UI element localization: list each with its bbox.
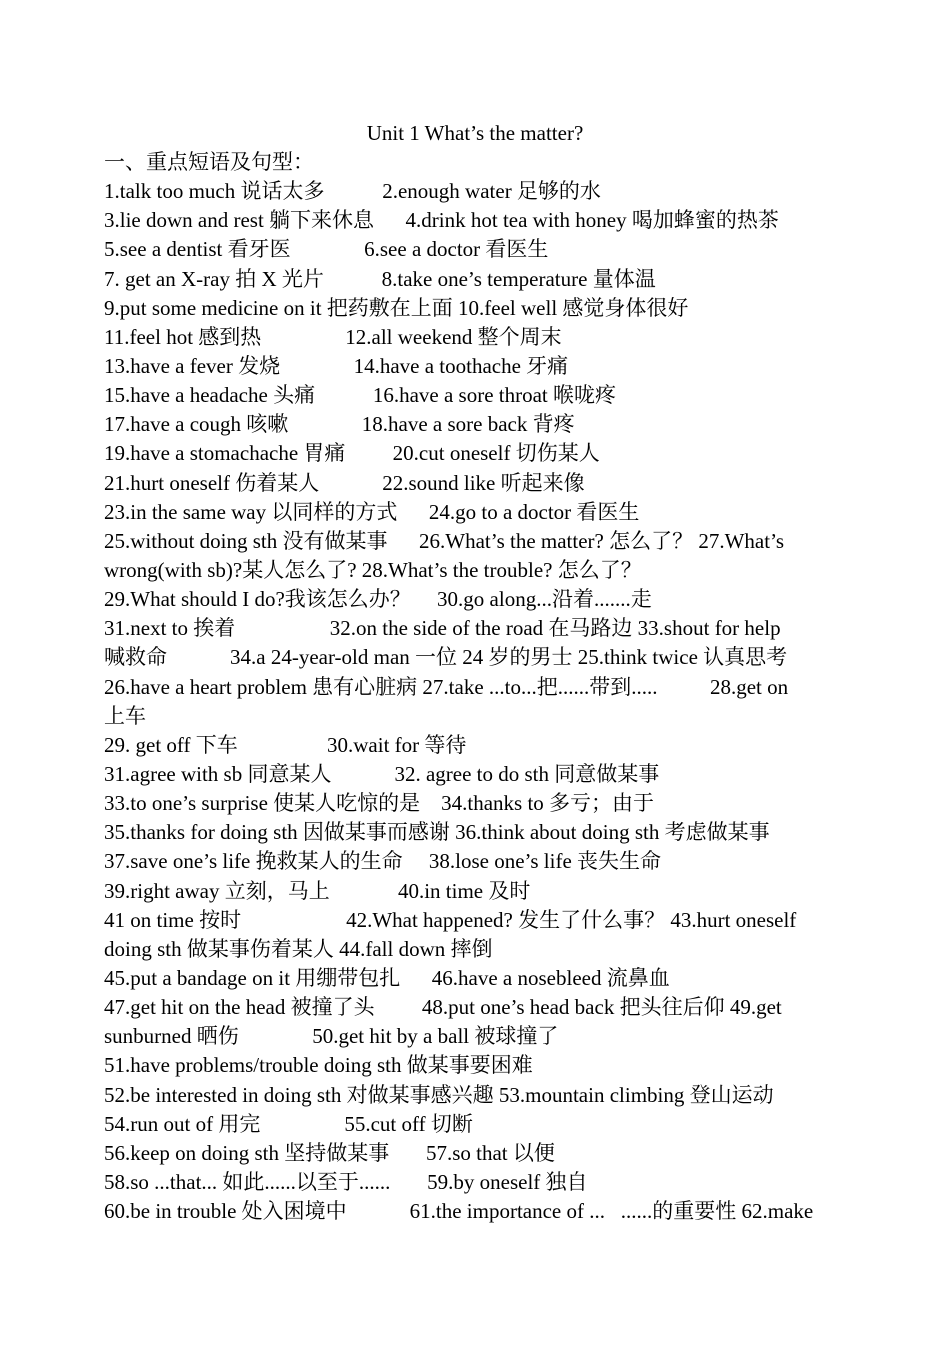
text-line: 21.hurt oneself 伤着某人 22.sound like 听起来像 xyxy=(104,470,585,495)
text-line: 上车 xyxy=(104,703,146,728)
text-line: 1.talk too much 说话太多 2.enough water 足够的水 xyxy=(104,179,601,204)
text-line: 31.agree with sb 同意某人 32. agree to do sth 同意做某事 xyxy=(104,761,660,786)
text-line: 9.put some medicine on it 把药敷在上面 10.feel well 感觉身体很好 xyxy=(104,295,689,320)
text-line: 47.get hit on the head 被撞了头 48.put one’s head back 把头往后仰 49.get xyxy=(104,995,782,1020)
text-line: 60.be in trouble 处入困境中 61.the importance of ... ......的重要性 62.make xyxy=(104,1199,814,1224)
text-line: 19.have a stomachache 胃痛 20.cut oneself 切伤某人 xyxy=(104,441,600,466)
text-line: 45.put a bandage on it 用绷带包扎 46.have a nosebleed 流鼻血 xyxy=(104,965,670,990)
text-line: 52.be interested in doing sth 对做某事感兴趣 53.mountain climbing 登山运动 xyxy=(104,1082,774,1107)
text-line: wrong(with sb)?某人怎么了? 28.What’s the trouble? 怎么了？ xyxy=(104,557,642,582)
text-line: 56.keep on doing sth 坚持做某事 57.so that 以便 xyxy=(104,1140,555,1165)
text-line: 7. get an X-ray 拍 X 光片 8.take one’s temperature 量体温 xyxy=(104,266,656,291)
text-line: 33.to one’s surprise 使某人吃惊的是 34.thanks to 多亏；由于 xyxy=(104,791,655,816)
text-line: 37.save one’s life 挽救某人的生命 38.lose one’s life 丧失生命 xyxy=(104,849,662,874)
text-line: 31.next to 挨着 32.on the side of the road 在马路边 33.shout for help xyxy=(104,616,781,641)
text-line: 35.thanks for doing sth 因做某事而感谢 36.think about doing sth 考虑做某事 xyxy=(104,820,770,845)
text-line: 23.in the same way 以同样的方式 24.go to a doctor 看医生 xyxy=(104,499,640,524)
text-line: 58.so ...that... 如此......以至于...... 59.by oneself 独自 xyxy=(104,1169,588,1194)
text-line: 29.What should I do?我该怎么办？ 30.go along...沿着.......走 xyxy=(104,587,652,612)
text-line: 喊救命 34.a 24-year-old man 一位 24 岁的男士 25.think twice 认真思考 xyxy=(104,645,788,670)
text-line: 26.have a heart problem 患有心脏病 27.take ...to...把......带到..... 28.get on xyxy=(104,674,789,699)
text-line: 17.have a cough 咳嗽 18.have a sore back 背疼 xyxy=(104,412,575,437)
text-line: 15.have a headache 头痛 16.have a sore throat 喉咙疼 xyxy=(104,383,616,408)
section-heading: 一、重点短语及句型： xyxy=(104,150,314,174)
phrase-list xyxy=(104,148,864,1226)
text-line: 54.run out of 用完 55.cut off 切断 xyxy=(104,1111,473,1136)
text-line: 11.feel hot 感到热 12.all weekend 整个周末 xyxy=(104,324,562,349)
text-line: sunburned 晒伤 50.get hit by a ball 被球撞了 xyxy=(104,1024,559,1049)
text-line: 51.have problems/trouble doing sth 做某事要困难 xyxy=(104,1053,533,1078)
text-line: 3.lie down and rest 躺下来休息 4.drink hot tea with honey 喝加蜂蜜的热茶 xyxy=(104,208,779,233)
text-line: 39.right away 立刻，马上 40.in time 及时 xyxy=(104,878,531,903)
text-line: 25.without doing sth 没有做某事 26.What’s the matter? 怎么了？ 27.What’s xyxy=(104,528,785,553)
text-line: doing sth 做某事伤着某人 44.fall down 摔倒 xyxy=(104,936,493,961)
page-title: Unit 1 What’s the matter? xyxy=(366,121,584,145)
text-line: 29. get off 下车 30.wait for 等待 xyxy=(104,732,467,757)
text-line: 5.see a dentist 看牙医 6.see a doctor 看医生 xyxy=(104,237,549,262)
text-line: 41 on time 按时 42.What happened? 发生了什么事？ 43.hurt oneself xyxy=(104,907,797,932)
text-line: 13.have a fever 发烧 14.have a toothache 牙痛 xyxy=(104,353,569,378)
